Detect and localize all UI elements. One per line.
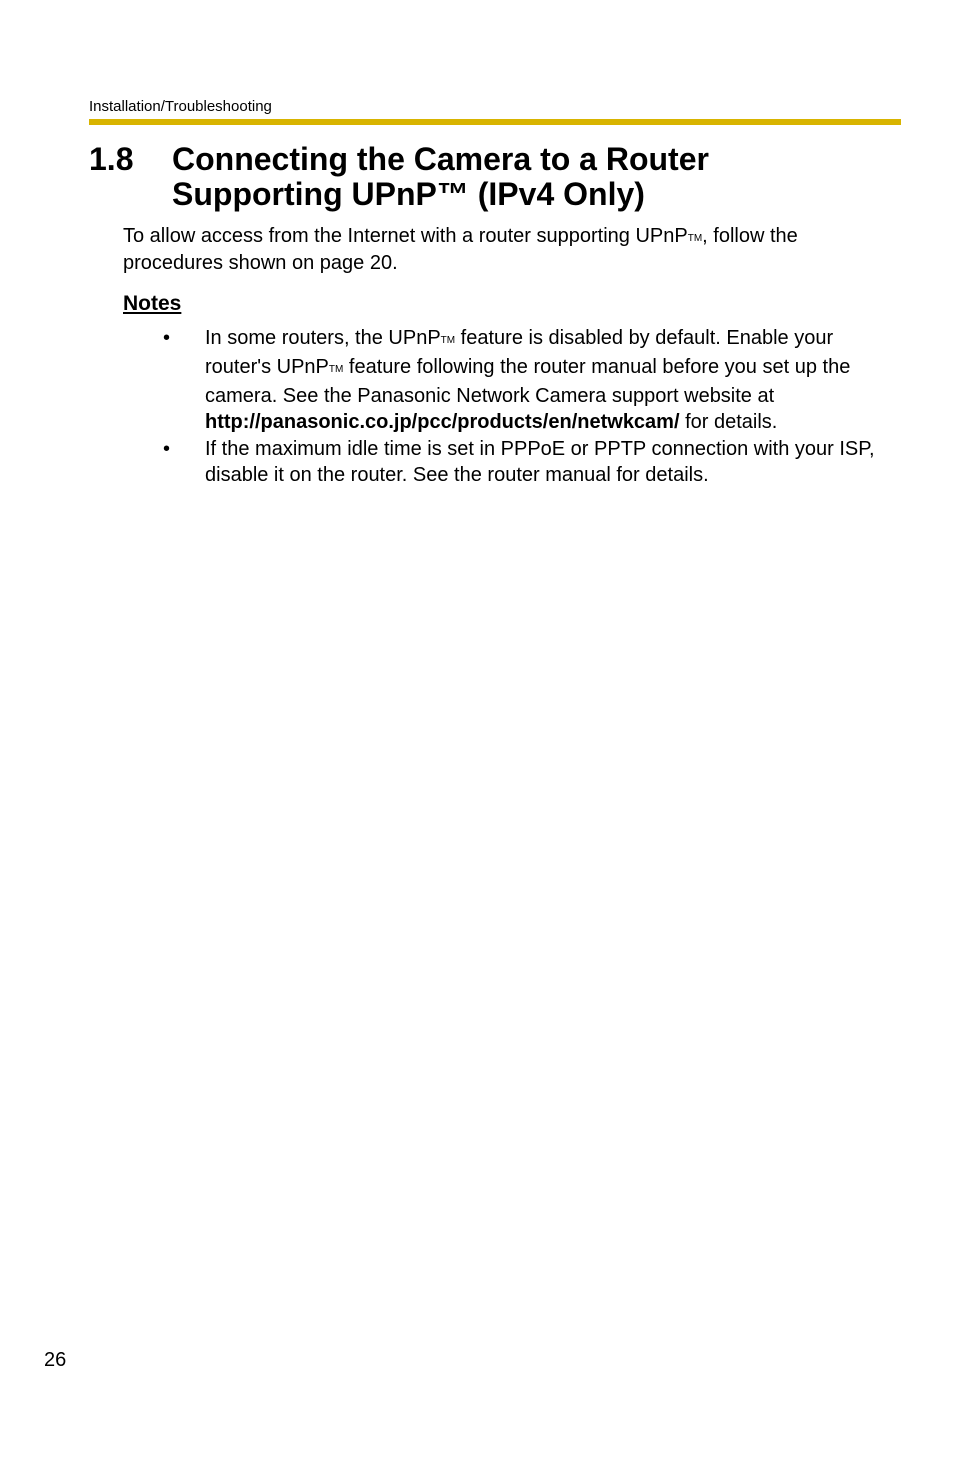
intro-text-start: To allow access from the Internet with a router supporting UPnP [123,225,688,247]
bullet-icon: • [163,438,171,460]
note-text-part: feature is disabled by default. Enable your router's UPnP [205,327,834,378]
section-title-line-1: Connecting the Camera to a Router [172,141,709,177]
section-number: 1.8 [89,141,134,177]
note-text-part: In some routers, the UPnP [205,327,441,349]
section-heading [89,142,901,212]
note-text-part: feature following the router manual before you set up the camera. See the Panasonic Network Camera support website at [205,356,851,407]
note-item-1 [163,325,901,435]
note-text: If the maximum idle time is set in PPPoE or PPTP connection with your ISP, disable it on the router. See the router manual for details. [205,438,875,486]
trademark-mark: TM [687,233,703,244]
trademark-mark: TM [440,335,456,346]
trademark-mark: TM [328,364,344,375]
note-text-part: for details. [679,411,778,433]
notes-heading: Notes [123,292,182,315]
bullet-icon: • [163,327,171,349]
header-rule [89,119,901,125]
note-text [205,325,901,435]
page-number: 26 [44,1349,67,1371]
running-head: Installation/Troubleshooting [89,98,272,115]
section-title [172,142,901,212]
support-website-url: http://panasonic.co.jp/pcc/products/en/netwkcam/ [205,411,680,433]
intro-paragraph [123,224,901,276]
note-item-2 [163,436,901,488]
section-title-line-2: Supporting UPnP™ (IPv4 Only) [172,176,645,212]
intro-text-end: , follow the procedures shown on page 20. [123,225,798,274]
